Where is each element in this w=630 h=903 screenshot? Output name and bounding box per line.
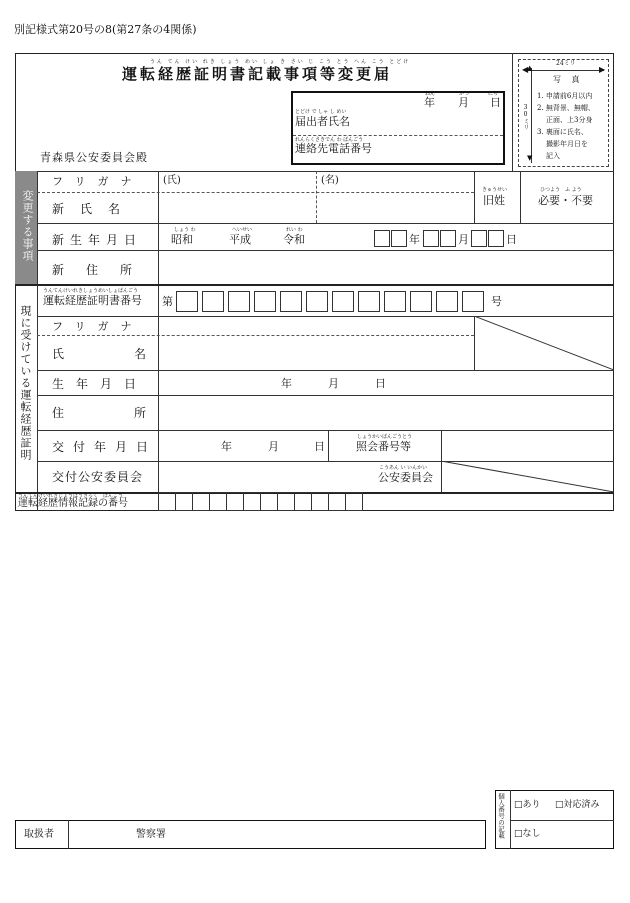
current-name-label: 氏名 xyxy=(52,347,217,361)
arrow-right-icon: ▶ xyxy=(599,65,606,74)
surname-prefix: (氏) xyxy=(163,175,181,186)
name-slash xyxy=(474,316,614,370)
current-section-label: 現に受けている運転経歴証明 xyxy=(19,305,32,461)
current-birth-day: 日 xyxy=(375,377,386,390)
mynumber-label: 個人番号の記載 xyxy=(497,793,505,839)
photo-title: 写 真 xyxy=(553,75,584,84)
cert-number-ruby: うんてんけいれきしょうめいしょばんごう xyxy=(43,288,139,294)
ruby-day: にち xyxy=(488,91,499,97)
cert-number-label: 運転経歴証明書番号 xyxy=(43,294,142,307)
issue-day: 日 xyxy=(314,440,325,453)
applicant-phone-ruby: れんらくさきでん わ ばんごう xyxy=(295,137,364,143)
police-label: 警察署 xyxy=(136,829,166,840)
applicant-phone-label[interactable]: 連絡先電話番号 xyxy=(295,142,372,155)
current-birth-year: 年 xyxy=(281,377,292,390)
date-month[interactable]: 月 xyxy=(458,96,469,109)
change-section-label: 変更する事項 xyxy=(21,190,34,262)
photo-note-5: 撮影年月日を xyxy=(546,140,588,148)
record-number-label: 運転経歴情報記録の番号 xyxy=(18,498,128,509)
date-year[interactable]: 年 xyxy=(424,96,435,109)
new-birth-label: 新生年月日 xyxy=(52,233,143,247)
photo-note-3: 正面、上3分身 xyxy=(546,116,593,124)
photo-note-1: 1. 申請前6月以内 xyxy=(537,92,593,100)
kyusei-ruby: きゅうせい xyxy=(482,187,508,193)
addressee: 青森県公安委員会殿 xyxy=(40,151,148,164)
option-no[interactable]: □なし xyxy=(514,829,541,839)
dai-label: 第 xyxy=(162,295,173,308)
applicant-name-label[interactable]: 届出者氏名 xyxy=(295,115,350,128)
arrow-left-icon: ◀ xyxy=(522,65,529,74)
title-ruby: うん てん けい れき しょう めい しょ き さい じ こう とう へん こう とどけ xyxy=(150,59,411,65)
issue-month: 月 xyxy=(268,440,279,453)
issuer-value: 公安委員会 xyxy=(378,471,433,484)
arrow-down-icon: ▼ xyxy=(527,154,533,162)
handler-box xyxy=(15,820,486,849)
photo-note-2: 2. 無背景、無帽、 xyxy=(537,104,595,112)
hitsuyo-ruby: ひつよう ふ よう xyxy=(540,187,582,193)
photo-note-6: 記入 xyxy=(546,152,560,160)
ruby-year: ねん xyxy=(425,91,436,97)
photo-height-label: 30ミリ xyxy=(522,104,529,130)
current-birth-month: 月 xyxy=(328,377,339,390)
current-address-label: 住所 xyxy=(52,406,217,420)
era-showa-ruby: しょう わ xyxy=(174,227,196,233)
era-reiwa-ruby: れい わ xyxy=(286,227,303,233)
photo-width-label: 24ミリ xyxy=(556,60,576,67)
issue-year: 年 xyxy=(221,440,232,453)
given-prefix: (名) xyxy=(321,175,339,186)
new-name-label: 新氏名 xyxy=(52,202,137,216)
era-heisei-ruby: へいせい xyxy=(232,227,253,233)
change-furigana-label: フリガナ xyxy=(52,175,144,188)
hitsuyo-option[interactable]: 必要・不要 xyxy=(538,194,593,207)
option-yes[interactable]: □あり xyxy=(514,800,541,810)
new-birth-month: 月 xyxy=(458,233,469,246)
inquiry-label: 照会番号等 xyxy=(356,440,411,453)
date-day[interactable]: 日 xyxy=(490,96,501,109)
current-furigana-label: フリガナ xyxy=(52,320,144,333)
new-birth-year: 年 xyxy=(409,233,420,246)
photo-note-4: 3. 裏面に氏名、 xyxy=(537,128,588,136)
era-heisei[interactable]: 平成 xyxy=(229,233,251,246)
inquiry-ruby: しょうかいばんごうとう xyxy=(357,434,413,440)
issuer-ruby: こうあん い いんかい xyxy=(379,465,428,471)
handler-label: 取扱者 xyxy=(24,829,54,840)
issue-date-label: 交付年月日 xyxy=(52,440,158,454)
era-reiwa[interactable]: 令和 xyxy=(283,233,305,246)
current-birth-label: 生年月日 xyxy=(52,377,149,391)
form-number-label: 別記様式第20号の8(第27条の4関係) xyxy=(14,23,197,36)
option-done[interactable]: □対応済み xyxy=(555,800,600,810)
new-birth-day: 日 xyxy=(506,233,517,246)
applicant-name-ruby: とどけ で しゃ し めい xyxy=(295,109,347,115)
issuer-slash xyxy=(441,461,614,492)
issuer-label: 交付公安委員会 xyxy=(52,470,144,484)
arrow-up-icon: ▲ xyxy=(527,64,533,72)
kyusei-label: 旧姓 xyxy=(483,194,505,207)
new-address-label: 新住所 xyxy=(52,263,155,277)
era-showa[interactable]: 昭和 xyxy=(171,233,193,246)
ruby-month: がつ xyxy=(459,91,470,97)
go-label: 号 xyxy=(491,295,502,308)
form-title: 運転経歴証明書記載事項等変更届 xyxy=(122,65,393,83)
record-number-ruby: うんてんけいれきじょうほうきろく ばんごう xyxy=(18,493,124,499)
